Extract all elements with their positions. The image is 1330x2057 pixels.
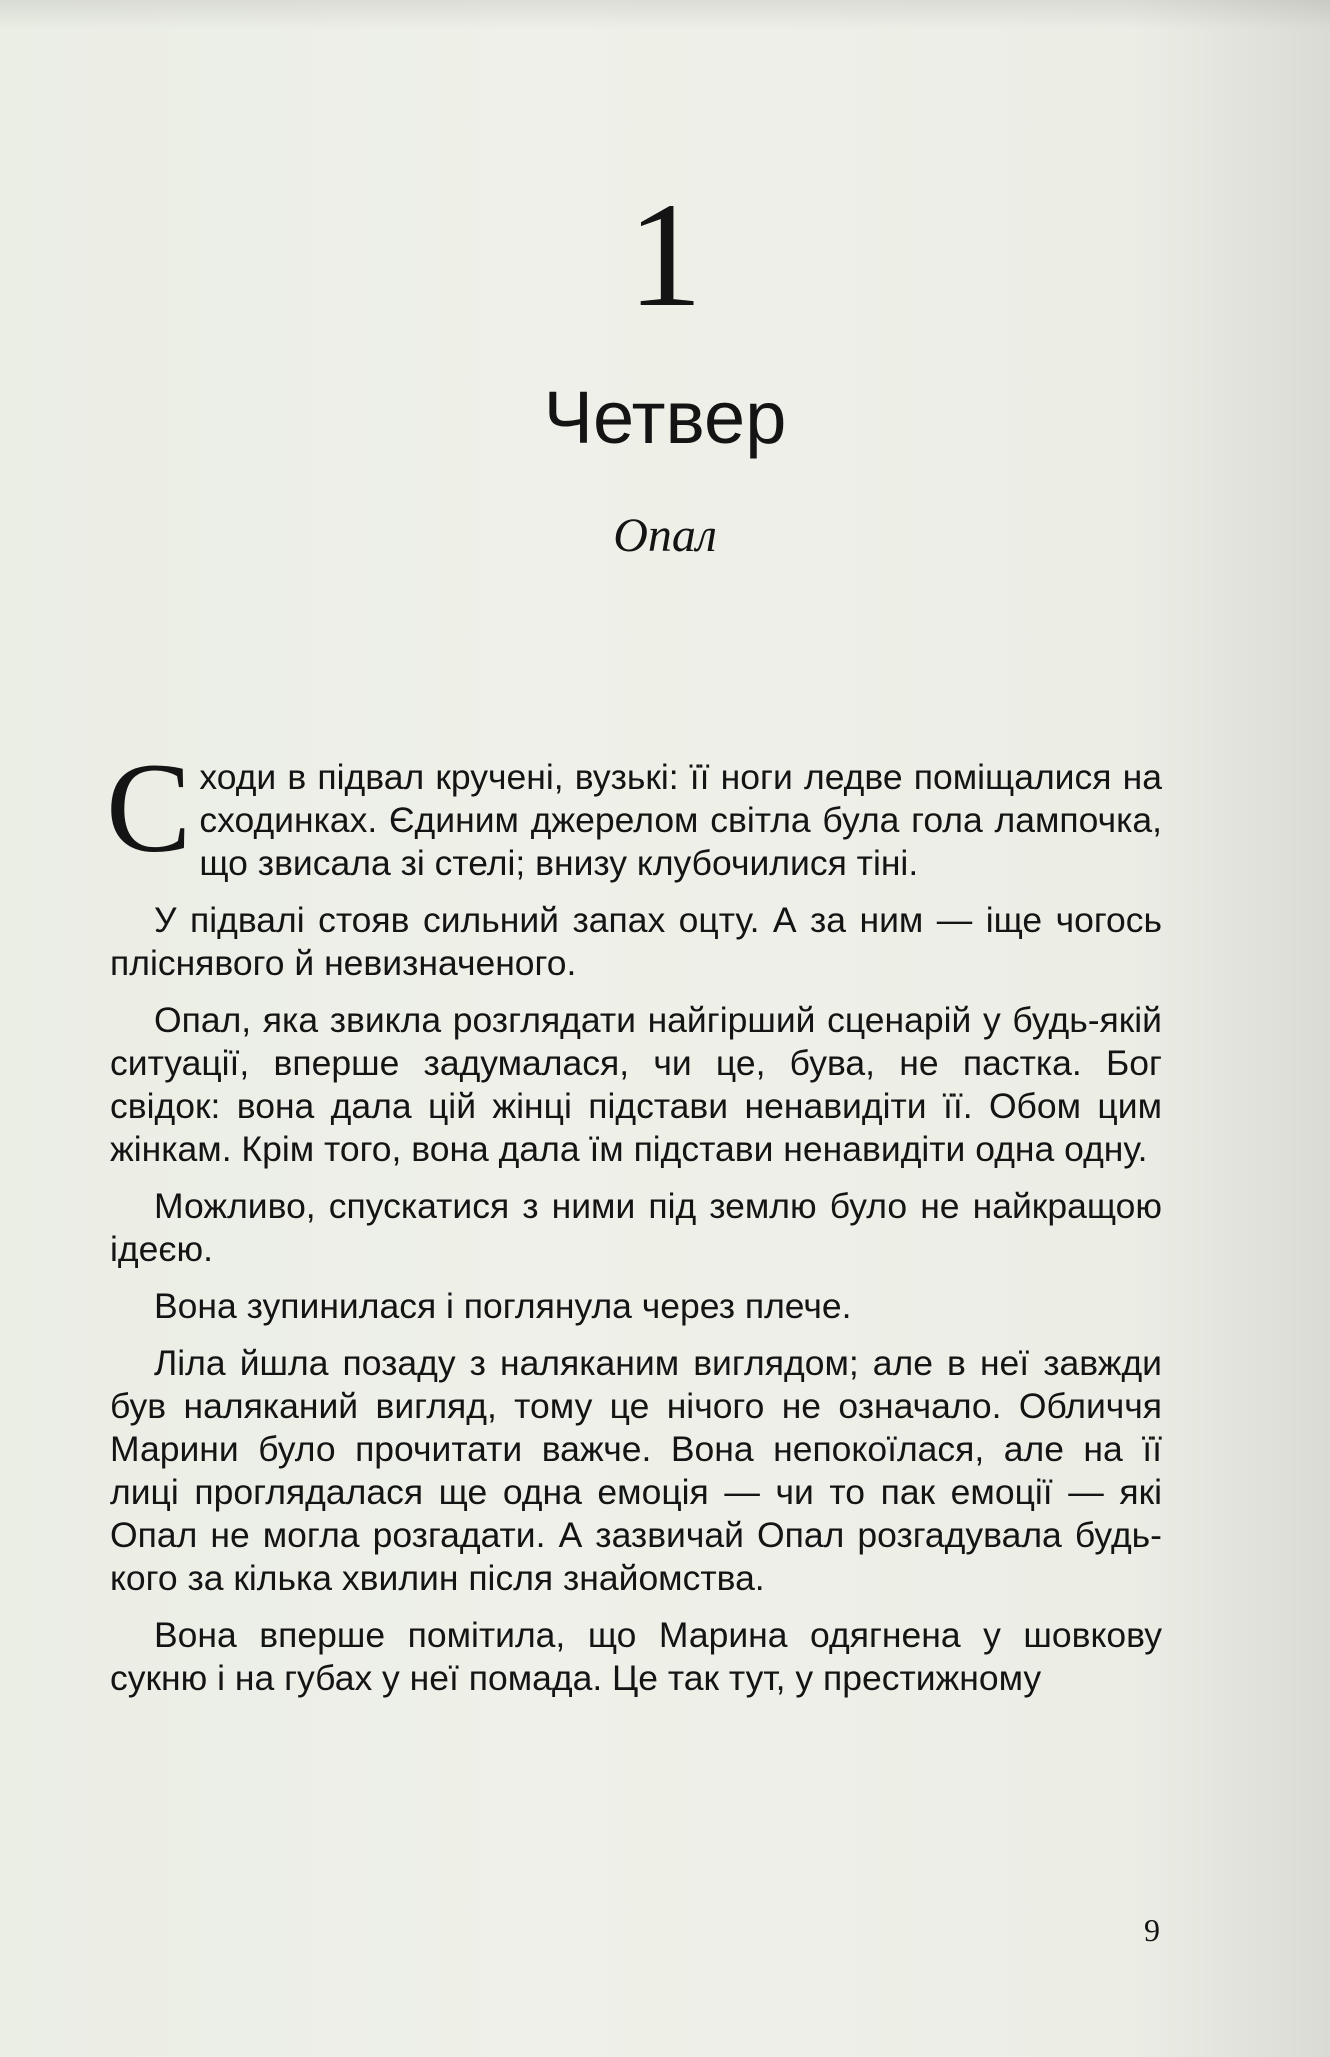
paragraph: Можливо, спускатися з ними під землю було не найкращою ідеєю. — [110, 1186, 1162, 1269]
paragraph-text: ходи в підвал кручені, вузькі: її ноги ледве поміщалися на сходинках. Єдиним джерелом світла була гола лампочка, що звисала зі стелі; внизу клубочилися тіні. — [199, 757, 1162, 883]
paragraph: У підвалі стояв сильний запах оцту. А за ним — іще чогось пліснявого й невизначеного. — [110, 900, 1162, 983]
paragraph: Ліла йшла позаду з наляканим виглядом; але в неї завжди був наляканий вигляд, тому це нічого не означало. Обличчя Марини було прочитати важче. Вона непокоїлася, але на її лиці проглядалася ще одна емоція — чи то пак емоції — які Опал не могла розгадати. А зазвичай Опал розгадувала будь-кого за кілька хвилин після знайомства. — [110, 1343, 1162, 1598]
chapter-number: 1 — [627, 172, 703, 338]
drop-cap: С — [106, 737, 192, 879]
body-text — [106, 737, 1162, 1714]
page-number: 9 — [1144, 1912, 1160, 1948]
chapter-subtitle: Опал — [613, 509, 717, 562]
paragraph: Опал, яка звикла розглядати найгірший сценарій у будь-якій ситуації, вперше задумалася, чи це, бува, не пастка. Бог свідок: вона дала цій жінці підстави ненавидіти її. Обом цим жінкам. Крім того, вона дала їм підстави ненавидіти одна одну. — [110, 1000, 1162, 1169]
paragraph: Вона зупинилася і поглянула через плече. — [154, 1286, 852, 1326]
paragraph: Вона вперше помітила, що Марина одягнена у шовкову сукню і на губах у неї помада. Це так тут, у престижному — [110, 1615, 1162, 1698]
paragraph — [106, 737, 1162, 885]
chapter-title: Четвер — [543, 376, 787, 459]
page-top-shadow — [0, 0, 1330, 30]
